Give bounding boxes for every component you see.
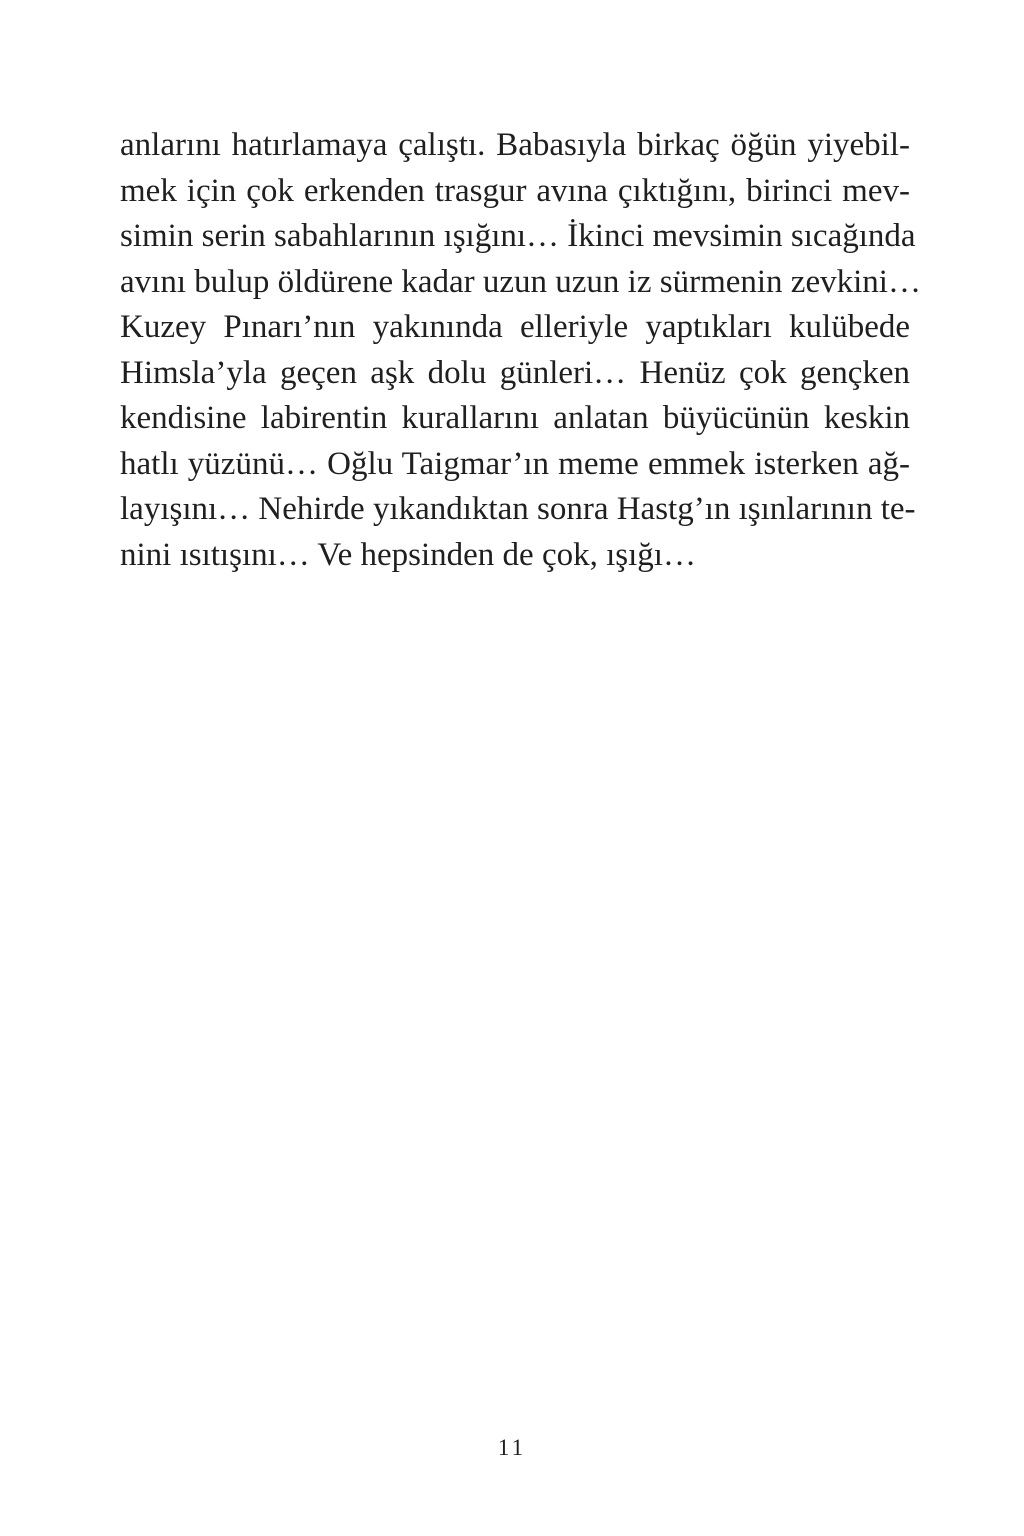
text-line: anlarını hatırlamaya çalıştı. Babasıyla birkaç öğün yiyebil- [120, 127, 910, 163]
text-line: nini ısıtışını… Ve hepsinden de çok, ışığı… [120, 536, 696, 573]
text-line: Himsla’yla geçen aşk dolu günleri… Henüz çok gençken [120, 354, 910, 391]
text-line: mek için çok erkenden trasgur avına çıktığını, birinci mev- [120, 172, 910, 209]
text-line: hatlı yüzünü… Oğlu Taigmar’ın meme emmek isterken ağ- [120, 445, 910, 482]
page-number: 11 [497, 1435, 527, 1460]
text-line: avını bulup öldürene kadar uzun uzun iz sürmenin zevkini… [120, 263, 921, 300]
text-line: Kuzey Pınarı’nın yakınında elleriyle yaptıkları kulübede [120, 309, 910, 345]
body-text [120, 123, 921, 578]
text-line: simin serin sabahlarının ışığını… İkinci mevsimin sıcağında [120, 218, 916, 254]
text-line: kendisine labirentin kurallarını anlatan büyücünün keskin [120, 400, 910, 436]
text-line: layışını… Nehirde yıkandıktan sonra Hastg’ın ışınlarının te- [120, 491, 916, 527]
